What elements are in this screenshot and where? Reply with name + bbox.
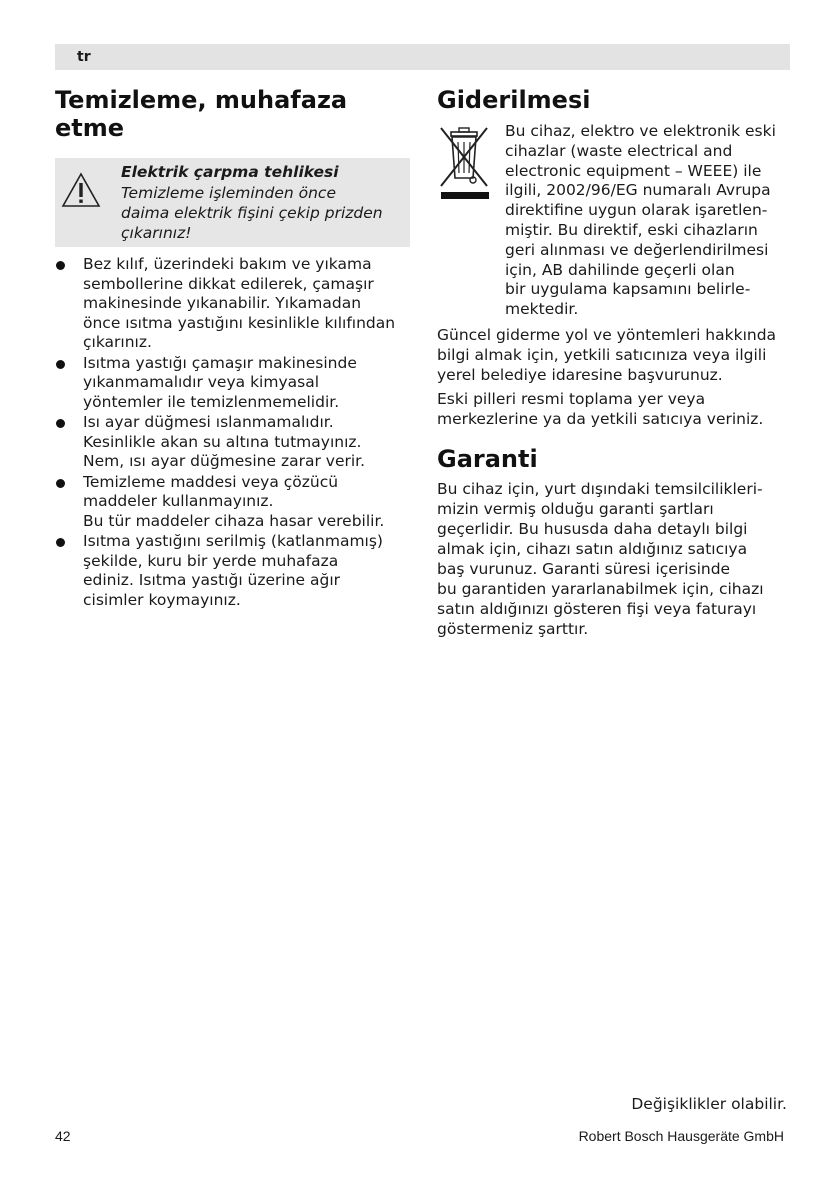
crossed-out-wheelie-bin-icon <box>437 122 493 202</box>
list-item-line: önce ısıtma yastığını kesinlikle kılıfından <box>83 313 396 332</box>
disposal-title: Giderilmesi <box>437 86 591 114</box>
list-item-line: Isıtma yastığı çamaşır makinesinde <box>83 353 357 372</box>
paragraph-line: Güncel giderme yol ve yöntemleri hakkında <box>437 326 777 344</box>
list-item-line: ediniz. Isıtma yastığı üzerine ağır <box>83 571 341 589</box>
warning-title: Elektrik çarpma tehlikesi <box>121 163 339 181</box>
paragraph-line: bilgi almak için, yetkili satıcınıza veya ilgili <box>437 346 767 364</box>
page-number: 42 <box>55 1128 71 1144</box>
battery-disposal-paragraph <box>437 389 790 429</box>
list-item <box>55 354 410 413</box>
list-item-line: Isıtma yastığını serilmiş (katlanmamış) <box>83 532 383 550</box>
bullet-icon <box>56 261 65 270</box>
paragraph-line: geçerlidir. Bu hususda daha detaylı bilgi <box>437 520 748 538</box>
language-header-bar <box>55 44 790 70</box>
changes-note: Değişiklikler olabilir. <box>631 1095 787 1113</box>
paragraph-line: Bu cihaz için, yurt dışındaki temsilcilikleri- <box>437 480 763 498</box>
list-item-line: Bez kılıf, üzerindeki bakım ve yıkama <box>83 255 372 273</box>
paragraph-line: baş vurunuz. Garanti süresi içerisinde <box>437 560 731 578</box>
weee-text-line: bir uygulama kapsamını belirle- <box>505 280 751 299</box>
list-item-line: makinesinde yıkanabilir. Yıkamadan <box>83 294 362 312</box>
list-item-line: cisimler koymayınız. <box>83 590 241 609</box>
weee-text-line: direktifine uygun olarak işaretlen- <box>505 201 768 220</box>
paragraph-line: Eski pilleri resmi toplama yer veya <box>437 390 706 408</box>
list-item <box>55 255 410 353</box>
warning-text <box>121 183 400 243</box>
paragraph-line: satın aldığınızı gösteren fişi veya faturayı <box>437 600 757 618</box>
cleaning-section <box>55 86 410 611</box>
weee-text-line: geri alınması ve değerlendirilmesi <box>505 240 769 259</box>
list-item-line: Nem, ısı ayar düğmesine zarar verir. <box>83 452 366 470</box>
list-item-line: Bu tür maddeler cihaza hasar verebilir. <box>83 511 385 530</box>
disposal-info-paragraph <box>437 325 790 385</box>
paragraph-line: yerel belediye idaresine başvurunuz. <box>437 366 723 384</box>
paragraph-line: bu garantiden yararlanabilmek için, cihazı <box>437 580 764 598</box>
bullet-icon <box>56 479 65 488</box>
disposal-warranty-section <box>437 86 790 643</box>
weee-text-line: mektedir. <box>505 300 579 319</box>
list-item-line: çıkarınız. <box>83 333 152 351</box>
cleaning-instructions-list <box>55 255 410 610</box>
paragraph-line: merkezlerine ya da yetkili satıcıya veriniz. <box>437 410 764 428</box>
list-item-line: Temizleme maddesi veya çözücü <box>83 472 339 491</box>
list-item <box>55 413 410 472</box>
weee-block <box>437 122 790 325</box>
warranty-title: Garanti <box>437 445 538 473</box>
warranty-paragraph <box>437 479 790 639</box>
list-item-line: maddeler kullanmayınız. <box>83 492 274 510</box>
weee-text-line: miştir. Bu direktif, eski cihazların <box>505 220 758 239</box>
list-item-line: şekilde, kuru bir yerde muhafaza <box>83 551 339 570</box>
warning-text-line: Temizleme işleminden önce <box>121 184 336 202</box>
weee-text-line: cihazlar (waste electrical and <box>505 141 733 160</box>
warning-text-line: çıkarınız! <box>121 224 192 242</box>
cleaning-title-line: etme <box>55 114 125 142</box>
paragraph-line: mizin vermiş olduğu garanti şartları <box>437 500 714 518</box>
weee-text-line: Bu cihaz, elektro ve elektronik eski <box>505 122 776 140</box>
list-item-line: Kesinlikle akan su altına tutmayınız. <box>83 432 362 451</box>
company-name: Robert Bosch Hausgeräte GmbH <box>578 1128 784 1144</box>
warning-text-line: daima elektrik fişini çekip prizden <box>121 204 383 222</box>
list-item-line: sembollerine dikkat edilerek, çamaşır <box>83 274 374 293</box>
weee-text-line: electronic equipment – WEEE) ile <box>505 161 762 180</box>
list-item <box>55 473 410 532</box>
list-item <box>55 532 410 610</box>
paragraph-line: göstermeniz şarttır. <box>437 620 589 638</box>
weee-text <box>505 122 790 320</box>
warning-triangle-icon <box>61 172 101 208</box>
electric-shock-warning <box>55 158 410 247</box>
list-item-line: Isı ayar düğmesi ıslanmamalıdır. <box>83 413 334 431</box>
bullet-icon <box>56 538 65 547</box>
paragraph-line: almak için, cihazı satın aldığınız satıcıya <box>437 540 748 558</box>
weee-text-line: ilgili, 2002/96/EG numaralı Avrupa <box>505 181 771 200</box>
list-item-line: yıkanmamalıdır veya kimyasal <box>83 373 319 391</box>
cleaning-title-line: Temizleme, muhafaza <box>55 86 348 114</box>
bullet-icon <box>56 360 65 369</box>
bullet-icon <box>56 419 65 428</box>
cleaning-title <box>55 86 410 142</box>
language-code: tr <box>77 49 91 65</box>
weee-text-line: için, AB dahilinde geçerli olan <box>505 260 735 279</box>
list-item-line: yöntemler ile temizlenmemelidir. <box>83 392 340 411</box>
